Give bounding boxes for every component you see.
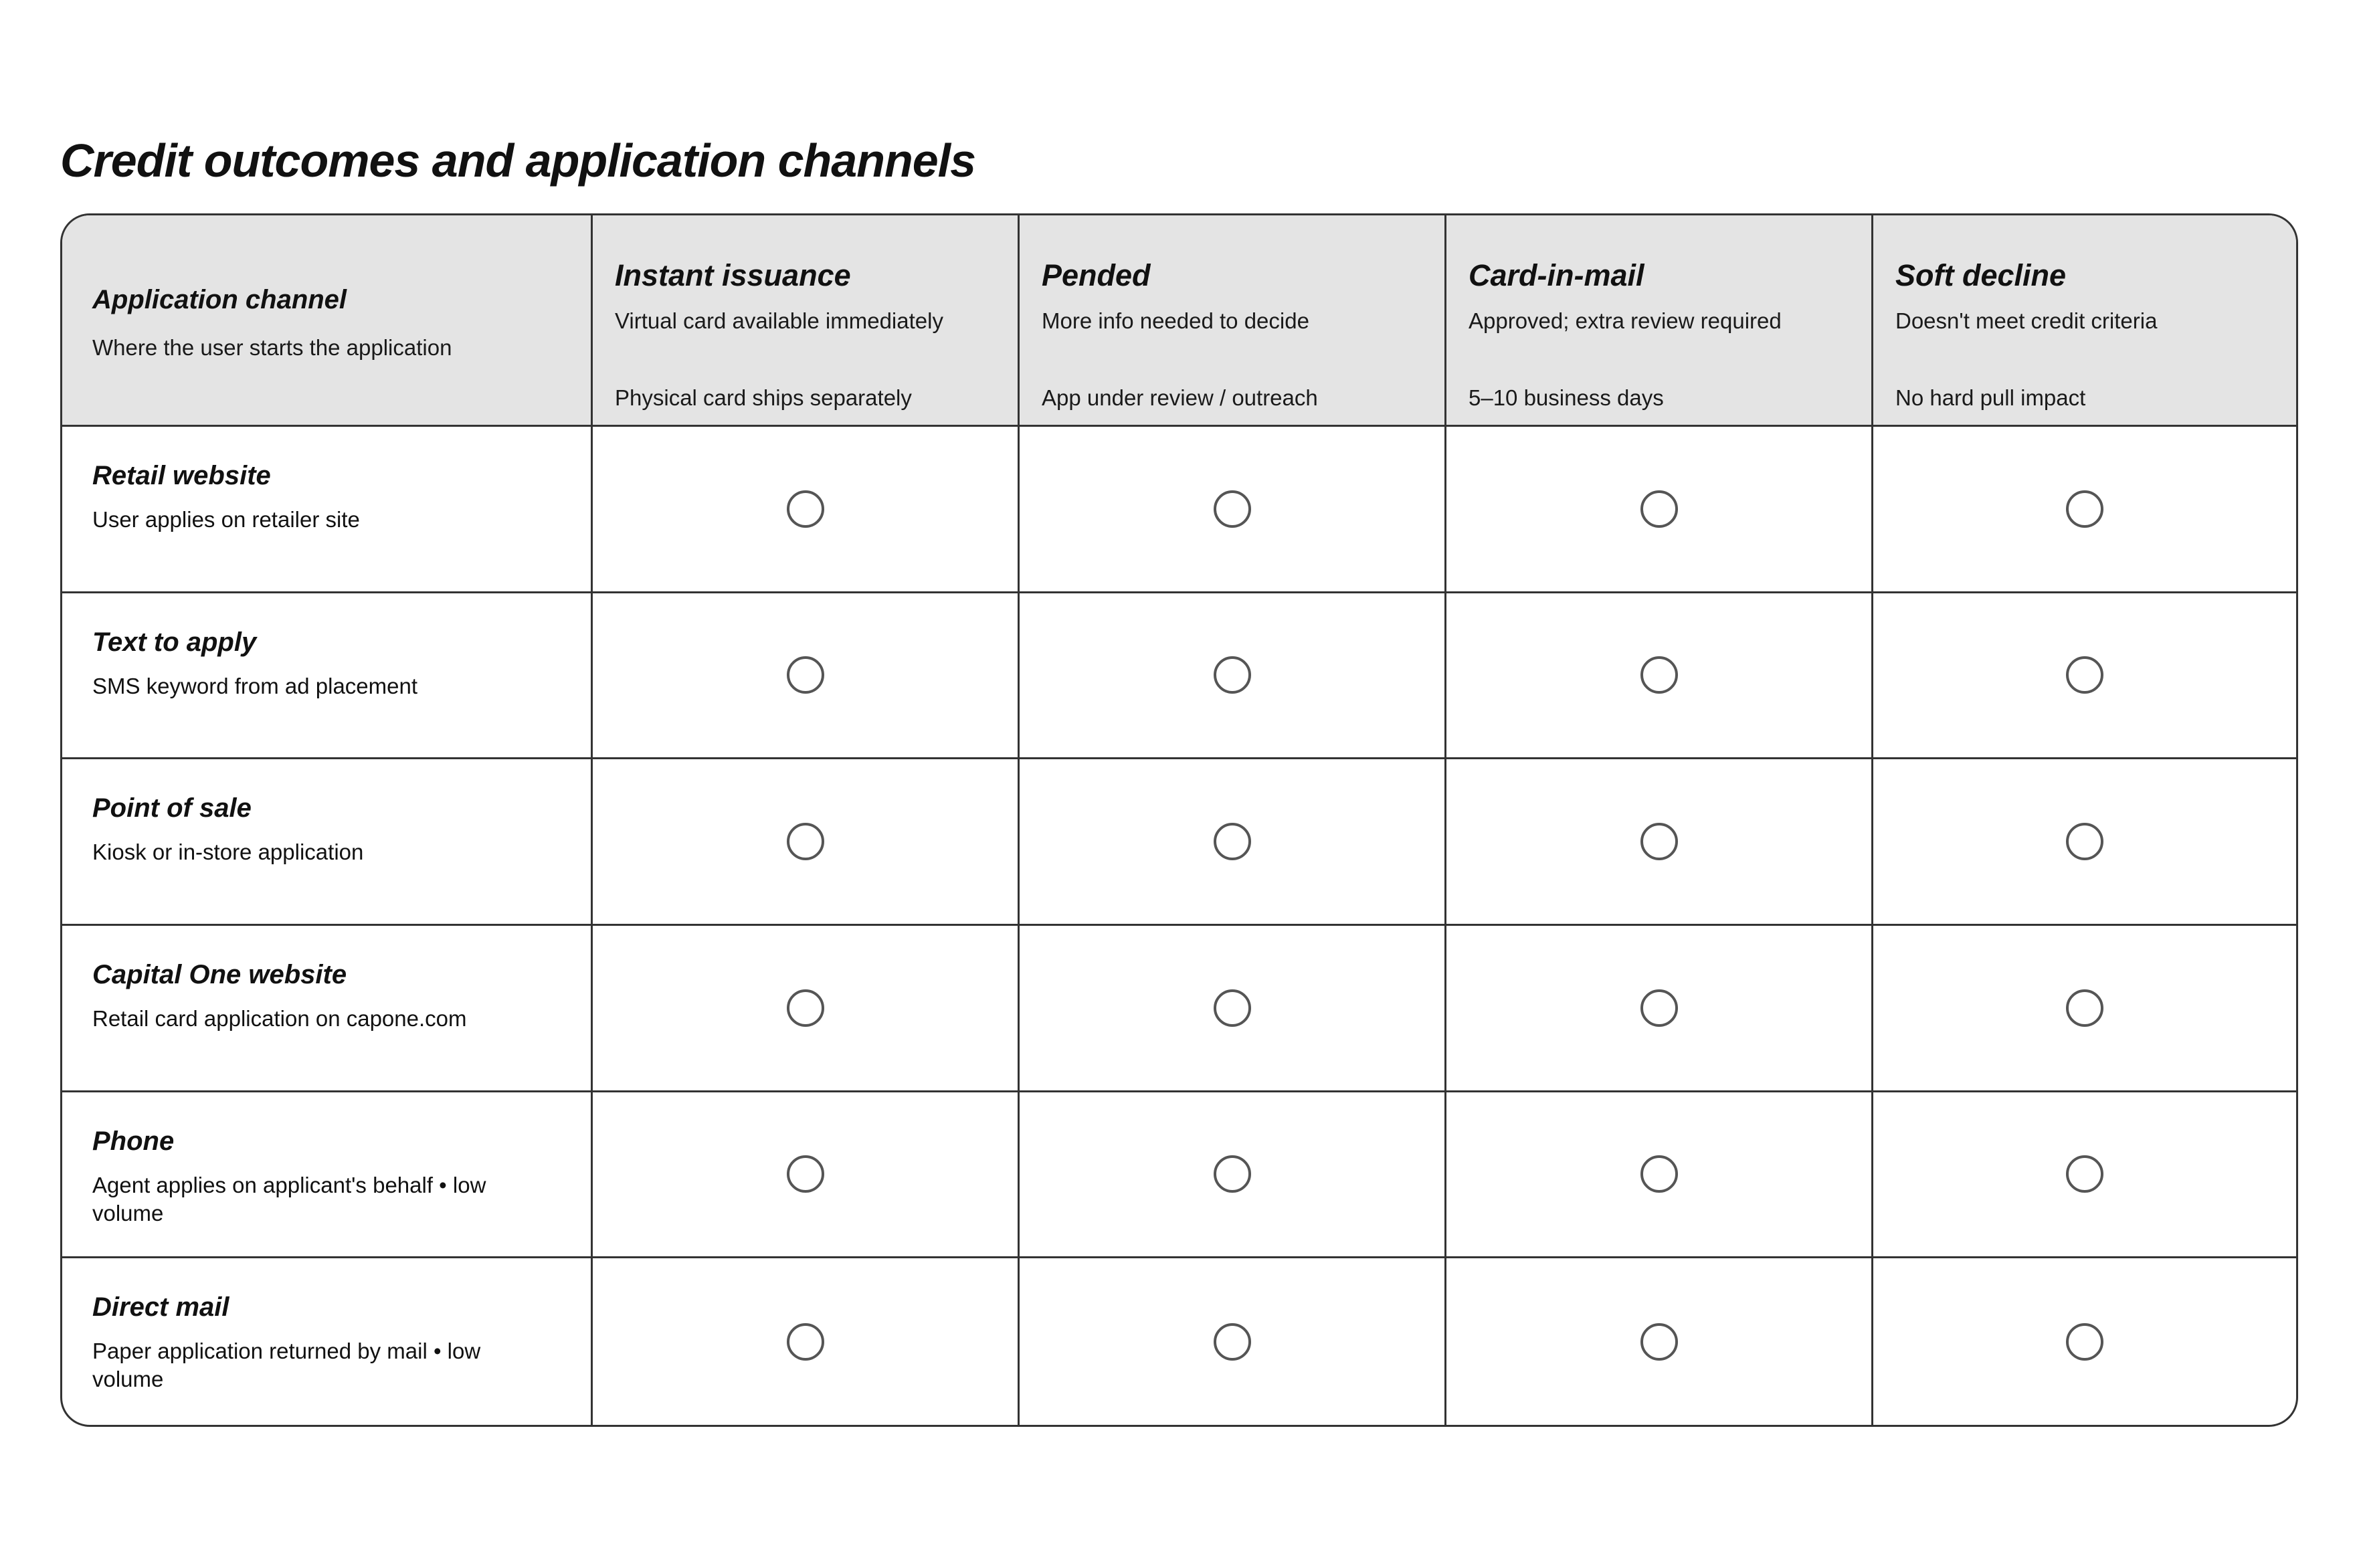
radio-card-in-mail[interactable]: [1640, 656, 1678, 694]
radio-soft-decline[interactable]: [2066, 823, 2103, 860]
row-description: Agent applies on applicant's behalf • low volume: [92, 1172, 486, 1226]
row-description: Paper application returned by mail • low volume: [92, 1339, 481, 1392]
row-title: Text to apply: [92, 627, 257, 657]
radio-instant-issuance[interactable]: [787, 490, 824, 528]
header-card-in-mail: [1446, 215, 1873, 427]
table-cell: [1873, 427, 2296, 593]
table-cell: [593, 1258, 1020, 1425]
header-title: Soft decline: [1895, 258, 2067, 292]
table-cell: [1446, 1258, 1873, 1425]
table-cell: [1446, 1092, 1873, 1259]
header-title: Card-in-mail: [1469, 258, 1644, 292]
row-header: [62, 926, 593, 1092]
header-line2: App under review / outreach: [1042, 385, 1318, 410]
row-title: Direct mail: [92, 1292, 229, 1322]
outcomes-channel-table: [60, 213, 2298, 1427]
table-cell: [1446, 759, 1873, 926]
page-title: Credit outcomes and application channels: [60, 134, 976, 187]
radio-instant-issuance[interactable]: [787, 656, 824, 694]
radio-pended[interactable]: [1214, 490, 1251, 528]
header-line1: Virtual card available immediately: [615, 308, 943, 333]
table-cell: [1873, 926, 2296, 1092]
header-subtitle: Where the user starts the application: [92, 335, 452, 360]
radio-instant-issuance[interactable]: [787, 1323, 824, 1361]
radio-card-in-mail[interactable]: [1640, 989, 1678, 1027]
row-header: [62, 1258, 593, 1425]
table-cell: [1020, 926, 1446, 1092]
radio-soft-decline[interactable]: [2066, 490, 2103, 528]
radio-pended[interactable]: [1214, 656, 1251, 694]
row-description: Kiosk or in-store application: [92, 840, 364, 865]
radio-pended[interactable]: [1214, 823, 1251, 860]
table-cell: [593, 759, 1020, 926]
header-instant-issuance: [593, 215, 1020, 427]
radio-instant-issuance[interactable]: [787, 1155, 824, 1193]
radio-pended[interactable]: [1214, 1155, 1251, 1193]
header-title: Application channel: [92, 285, 347, 314]
radio-soft-decline[interactable]: [2066, 656, 2103, 694]
header-line2: 5–10 business days: [1469, 385, 1664, 410]
row-title: Phone: [92, 1126, 175, 1156]
table-cell: [1873, 593, 2296, 760]
table-cell: [1873, 1092, 2296, 1259]
header-title: Pended: [1042, 258, 1151, 292]
radio-card-in-mail[interactable]: [1640, 1155, 1678, 1193]
row-title: Point of sale: [92, 793, 252, 823]
header-soft-decline: [1873, 215, 2296, 427]
table-cell: [1446, 926, 1873, 1092]
table-cell: [593, 1092, 1020, 1259]
row-description: Retail card application on capone.com: [92, 1006, 467, 1031]
table-cell: [1873, 1258, 2296, 1425]
table-cell: [1020, 1092, 1446, 1259]
row-description: SMS keyword from ad placement: [92, 673, 418, 698]
radio-instant-issuance[interactable]: [787, 823, 824, 860]
header-line1: More info needed to decide: [1042, 308, 1309, 333]
row-title: Retail website: [92, 461, 271, 490]
table-cell: [1446, 427, 1873, 593]
header-line1: Doesn't meet credit criteria: [1895, 308, 2158, 333]
header-line2: No hard pull impact: [1895, 385, 2086, 410]
table-cell: [593, 926, 1020, 1092]
header-pended: [1020, 215, 1446, 427]
row-title: Capital One website: [92, 960, 347, 989]
radio-soft-decline[interactable]: [2066, 989, 2103, 1027]
row-header: [62, 1092, 593, 1259]
radio-card-in-mail[interactable]: [1640, 490, 1678, 528]
row-description: User applies on retailer site: [92, 507, 360, 532]
table-cell: [593, 427, 1020, 593]
radio-soft-decline[interactable]: [2066, 1323, 2103, 1361]
row-header: [62, 427, 593, 593]
table-cell: [593, 593, 1020, 760]
radio-pended[interactable]: [1214, 989, 1251, 1027]
radio-card-in-mail[interactable]: [1640, 823, 1678, 860]
header-line1: Approved; extra review required: [1469, 308, 1782, 333]
radio-card-in-mail[interactable]: [1640, 1323, 1678, 1361]
radio-soft-decline[interactable]: [2066, 1155, 2103, 1193]
table-cell: [1873, 759, 2296, 926]
header-application-channel: [62, 215, 593, 427]
radio-pended[interactable]: [1214, 1323, 1251, 1361]
header-title: Instant issuance: [615, 258, 851, 292]
table-cell: [1020, 593, 1446, 760]
table-cell: [1020, 427, 1446, 593]
table-cell: [1446, 593, 1873, 760]
header-line2: Physical card ships separately: [615, 385, 912, 410]
table-cell: [1020, 1258, 1446, 1425]
row-header: [62, 593, 593, 760]
row-header: [62, 759, 593, 926]
radio-instant-issuance[interactable]: [787, 989, 824, 1027]
table-cell: [1020, 759, 1446, 926]
